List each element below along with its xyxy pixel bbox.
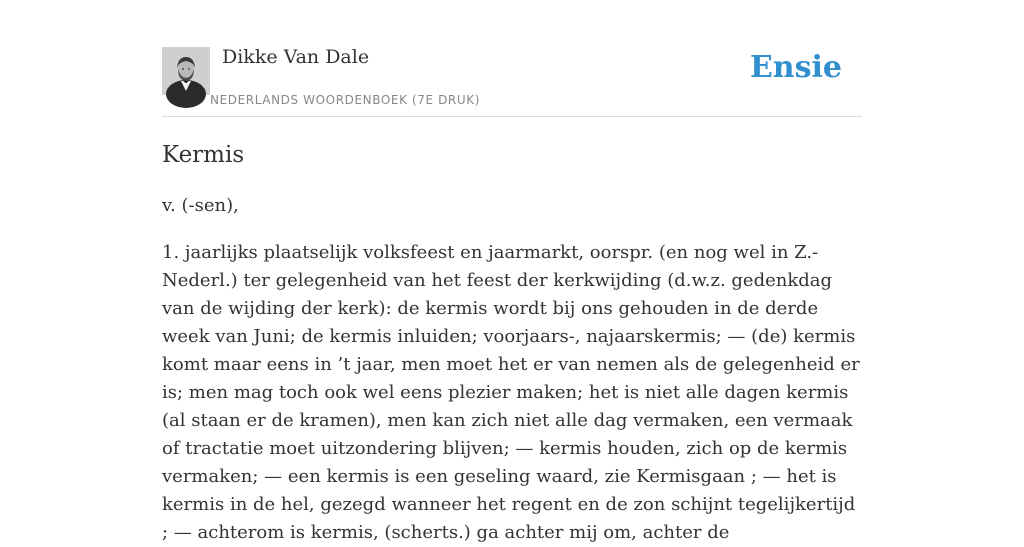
entry-definition: 1. jaarlijks plaatselijk volksfeest en jaarmarkt, oorspr. (en nog wel in Z.-Nederl.) ter gelegenheid van het feest der kerkwijding (d.w.z. gedenkdag van de wijding der kerk): de kermis wordt bij ons gehouden in de derde week van Juni; de kermis inluiden; voorjaars-, najaarskermis; — (de) kermis komt maar eens in ’t jaar, men moet het er van nemen als de gelegenheid er is; men mag toch ook wel eens plezier maken; het is niet alle dagen kermis (al staan er de kramen), men kan zich niet alle dag vermaken, een vermaak of tractatie moet uitzondering blijven; — kermis houden, zich op de kermis vermaken; — een kermis is een geseling waard, zie Kermisgaan ; — het is kermis in de hel, gezegd wanneer het regent en de zon schijnt tegelijkertijd ; — achterom is kermis, (scherts.) ga achter mij om, achter de (162, 242, 860, 543)
author-avatar (162, 47, 210, 95)
entry-grammar: v. (-sen), (162, 195, 239, 216)
book-subtitle: NEDERLANDS WOORDENBOEK (7E DRUK) (210, 93, 480, 107)
book-title[interactable]: Dikke Van Dale (222, 46, 370, 68)
entry-headword: Kermis (162, 142, 245, 168)
entry-content (162, 138, 864, 547)
portrait-image (162, 47, 210, 95)
source-header (162, 44, 862, 117)
ensie-logo-link[interactable]: Ensie (749, 50, 842, 85)
